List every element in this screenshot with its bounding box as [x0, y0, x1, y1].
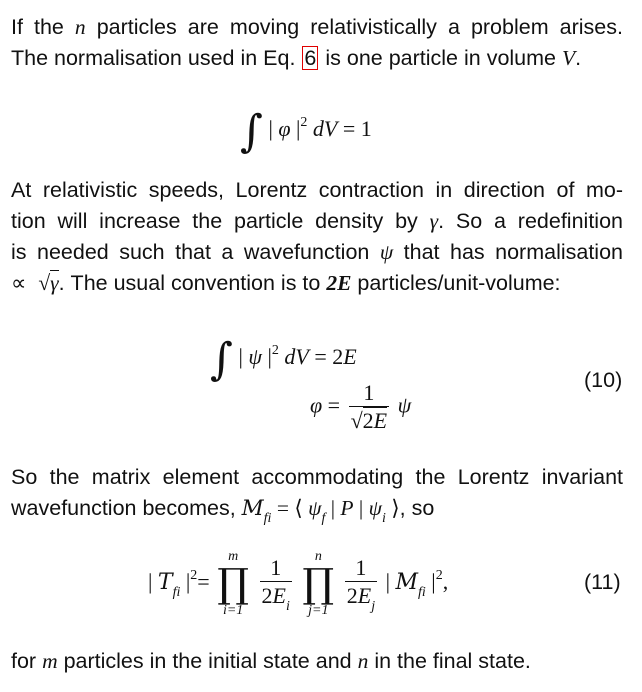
math-gamma: γ — [429, 209, 439, 233]
text: particles/unit-volume: — [351, 271, 561, 295]
proportional-symbol: ∝ — [11, 271, 27, 295]
lower-limit: j=1 — [308, 603, 329, 618]
text: that has normalisation — [393, 240, 623, 264]
math-gamma: γ — [50, 271, 59, 295]
equation-number-11: (11) — [584, 570, 621, 594]
equation-normalisation — [240, 100, 372, 157]
integral-sign: ∫ — [210, 334, 233, 385]
math-psi: ψ — [397, 392, 412, 418]
text: for — [11, 649, 43, 673]
bra-open: = ⟨ — [271, 496, 309, 520]
denominator — [345, 581, 377, 614]
abs-bar: | — [290, 116, 301, 141]
math-E: E — [373, 408, 388, 433]
equation-10-line-2 — [310, 380, 411, 435]
subscript: i — [286, 598, 290, 614]
digit: 2 — [261, 582, 273, 608]
math-var-m: m — [42, 649, 58, 673]
equation-reference-link[interactable]: 6 — [304, 46, 317, 70]
text: . So a redefinition — [438, 209, 623, 233]
bar: | — [353, 496, 369, 520]
equals: = — [197, 569, 210, 595]
comma: , — [442, 569, 449, 595]
paragraph-2-line-1: At relativistic speeds, Lorentz contraction in direction of mo- — [11, 178, 623, 202]
text: is needed such that a wavefunction — [11, 240, 380, 264]
text: is one particle in volume — [319, 46, 562, 70]
exponent: 2 — [271, 343, 279, 358]
equation-10-line-1 — [210, 328, 357, 385]
text: The normalisation used in Eq. — [11, 46, 302, 70]
text: . The usual convention is to — [58, 271, 327, 295]
upper-limit: m — [228, 549, 239, 564]
lower-limit: i=1 — [222, 603, 244, 618]
numerator: 1 — [363, 380, 375, 405]
exponent: 2 — [300, 115, 308, 130]
abs-bar: | — [385, 569, 396, 595]
upper-limit: n — [314, 549, 322, 564]
subscript: fi — [263, 511, 272, 526]
paragraph-2-line-4 — [11, 268, 561, 299]
math-psi: ψ — [308, 496, 322, 520]
math-E: E — [343, 344, 357, 369]
paragraph-2-line-3 — [11, 237, 623, 268]
integral-sign: ∫ — [240, 106, 263, 157]
paragraph-1-line-1 — [11, 12, 623, 43]
paragraph-1-line-2 — [11, 43, 581, 74]
digit: 2 — [362, 408, 374, 433]
math-psi: ψ — [368, 496, 382, 520]
sqrt-symbol: √ — [350, 408, 363, 433]
digit: 2 — [346, 582, 358, 608]
math-var-n: n — [74, 15, 86, 39]
text: tion will increase the particle density by — [11, 209, 430, 233]
abs-bar: | — [180, 569, 191, 595]
math-T-calligraphic: T — [157, 570, 173, 596]
numerator: 1 — [355, 554, 367, 580]
exponent: 2 — [190, 568, 198, 584]
abs-bar: | — [425, 569, 436, 595]
text: , so — [399, 496, 435, 520]
text: particles are moving relativistically a problem arises. — [85, 15, 623, 39]
math-E: E — [272, 582, 286, 608]
fraction-1 — [260, 555, 292, 614]
math-E: E — [357, 582, 372, 608]
abs-bar: | — [262, 344, 272, 369]
ket-close: ⟩ — [385, 496, 400, 520]
product-symbol: ∏ — [217, 561, 250, 607]
fraction — [349, 380, 390, 435]
abs-bar: | — [148, 569, 158, 595]
product-operator-2 — [302, 550, 334, 618]
denominator — [260, 581, 292, 614]
differential: dV — [307, 116, 338, 141]
equation-11 — [148, 550, 448, 618]
differential: dV — [278, 344, 309, 369]
text: particles in the initial state and — [57, 649, 358, 673]
equals: = — [322, 392, 346, 418]
fraction-2 — [345, 555, 377, 614]
numerator: 1 — [270, 554, 282, 580]
math-phi: φ — [278, 116, 291, 141]
paragraph-4 — [11, 646, 531, 677]
math-psi: ψ — [379, 240, 394, 264]
math-var-n: n — [357, 649, 369, 673]
subscript: fi — [418, 585, 426, 601]
math-M-calligraphic: M — [395, 570, 419, 596]
text: . — [575, 46, 582, 70]
paragraph-2-line-2 — [11, 206, 623, 237]
math-P: P — [340, 496, 354, 520]
subscript: j — [371, 598, 376, 614]
bar: | — [325, 496, 341, 520]
paragraph-3-line-1: So the matrix element accommodating the Lorentz invariant — [11, 465, 623, 489]
equation-number-10: (10) — [584, 368, 623, 392]
text: wavefunction becomes, — [11, 496, 242, 520]
product-symbol: ∏ — [302, 561, 335, 607]
rhs: = 1 — [337, 116, 372, 141]
math-phi: φ — [310, 392, 323, 418]
math-2E-bold: 2E — [326, 271, 352, 295]
sqrt-symbol: √ — [38, 271, 51, 295]
text: If the — [11, 15, 75, 39]
product-operator-1 — [217, 550, 249, 618]
abs-bar: | — [268, 116, 279, 141]
subscript: i — [381, 511, 386, 526]
denominator — [349, 406, 390, 435]
text: in the final state. — [368, 649, 531, 673]
abs-bar: | — [238, 344, 249, 369]
math-var-V: V — [561, 46, 576, 70]
rhs: = 2 — [308, 344, 344, 369]
paragraph-3-line-2 — [11, 493, 434, 527]
subscript: fi — [172, 585, 181, 601]
math-M-calligraphic: M — [241, 496, 264, 521]
subscript: f — [321, 511, 326, 526]
exponent: 2 — [435, 568, 443, 584]
math-psi: ψ — [248, 344, 263, 369]
